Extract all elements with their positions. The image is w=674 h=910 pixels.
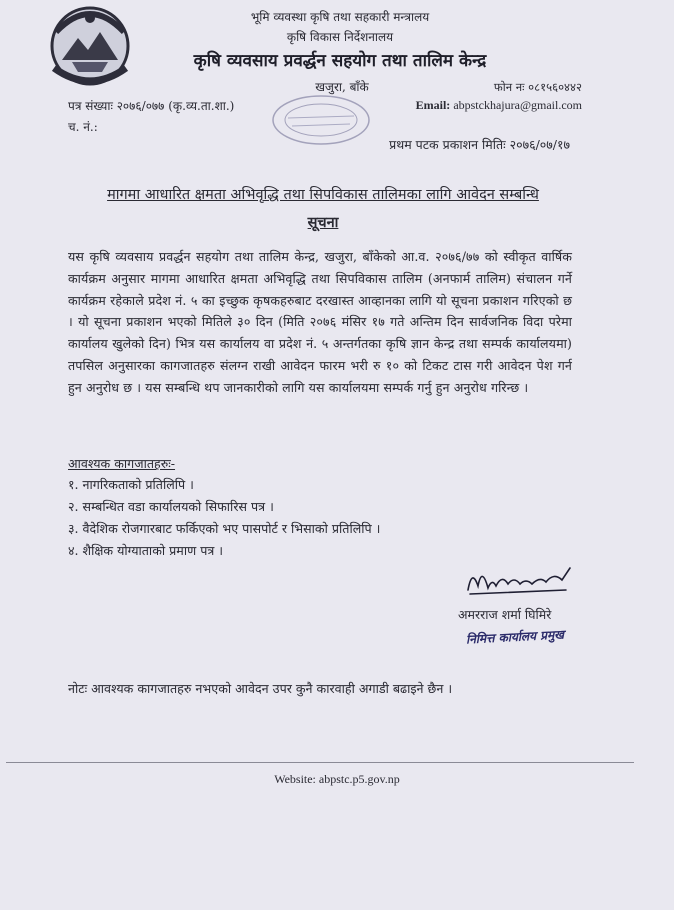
footer-divider [6, 762, 634, 763]
document-item: ४. शैक्षिक योग्याताको प्रमाण पत्र । [68, 543, 224, 558]
document-item: १. नागरिकताको प्रतिलिपि । [68, 477, 194, 492]
document-item: २. सम्बन्धित वडा कार्यालयको सिफारिस पत्र । [68, 499, 274, 514]
center-name: कृषि व्यवसाय प्रवर्द्धन सहयोग तथा तालिम केन्द्र [193, 51, 487, 71]
nepal-emblem-icon [44, 2, 136, 88]
email-address: abpstckhajura@gmail.com [453, 98, 582, 112]
notice-heading: सूचना [307, 214, 339, 231]
signature-scribble-icon [462, 560, 574, 600]
footer-website: Website: abpstc.p5.gov.np [274, 772, 400, 786]
publication-date: प्रथम पटक प्रकाशन मितिः २०७६/०७/१७ [389, 137, 570, 152]
signatory-title: निमित्त कार्यालय प्रमुख [465, 627, 565, 647]
documents-heading: आवश्यक कागजातहरुः- [68, 456, 176, 471]
email-label: Email: [415, 98, 451, 112]
center-address: खजुरा, बाँके [315, 80, 369, 94]
document-item: ३. वैदेशिक रोजगारबाट फर्किएको भए पासपोर्ट र भिसाको प्रतिलिपि । [68, 521, 381, 536]
phone-number: फोन नः ०८१५६०४४२ [493, 80, 582, 94]
subject-title: मागमा आधारित क्षमता अभिवृद्धि तथा सिपविकास तालिमका लागि आवेदन सम्बन्धि [107, 187, 539, 203]
directorate-name: कृषि विकास निर्देशनालय [286, 30, 394, 44]
signatory-name: अमरराज शर्मा घिमिरे [458, 607, 552, 622]
ministry-name: भूमि व्यवस्था कृषि तथा सहकारी मन्त्रालय [250, 10, 430, 24]
office-stamp-icon [266, 90, 376, 150]
dispatch-number: च. नं.: [68, 120, 98, 134]
letter-number: पत्र संख्याः २०७६/०७७ (कृ.व्य.ता.शा.) [68, 99, 235, 113]
notice-subject [66, 182, 580, 236]
notice-body: यस कृषि व्यवसाय प्रवर्द्धन सहयोग तथा तालिम केन्द्र, खजुरा, बाँकेको आ.व. २०७६/७७ को स्वीकृत वार्षिक कार्यक्रम अनुसार मागमा आधारित क्षमता अभिवृद्धि तथा सिपविकास तालिम (अनफार्म तालिम) संचालन गर्ने कार्यक्रम रहेकाले प्रदेश नं. ५ का इच्छुक कृषकहरुबाट दरखास्त आव्हानका लागि यो सूचना प्रकाशन गरिएको छ । यो सूचना प्रकाशन भएको मितिले ३० दिन (मिति २०७६ मंसिर १७ गते अन्तिम दिन सार्वजनिक विदा परेमा कार्यालय खुलेको दिन) भित्र यस कार्यालय वा प्रदेश नं. ५ अन्तर्गतका कृषि ज्ञान केन्द्र तथा सम्पर्क कार्यालयमा) तपसिल अनुसारका कागजातहरु संलग्न राखी आवेदन फारम भरी रु १० को टिकट टास गरी आवेदन पेश गर्न हुन अनुरोध छ । यस सम्बन्धि थप जानकारीको लागि यस कार्यालयमा सम्पर्क गर्नु हुन अनुरोध गरिन्छ । [68, 249, 572, 395]
email-row [416, 98, 582, 113]
footnote: नोटः आवश्यक कागजातहरु नभएको आवेदन उपर कुनै कारवाही अगाडी बढाइने छैन । [68, 681, 453, 696]
